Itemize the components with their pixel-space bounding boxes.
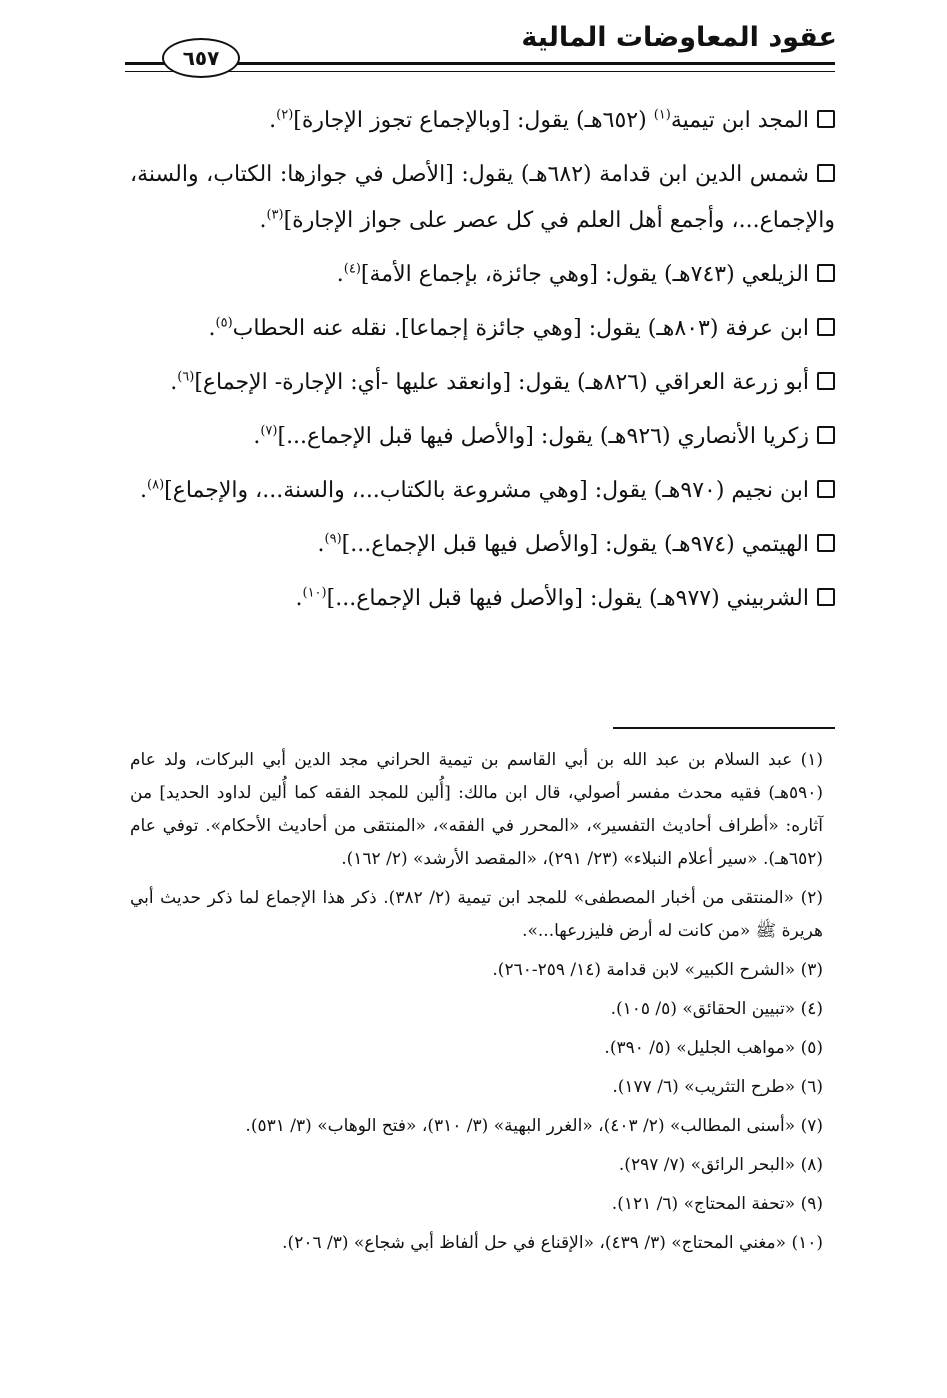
checkbox-bullet-icon — [817, 372, 835, 390]
page-number: ٦٥٧ — [162, 38, 240, 78]
footnote: (٣) «الشرح الكبير» لابن قدامة (١٤/ ٢٥٩-٢٦٠). — [492, 960, 823, 980]
footnote-ref: (٥) — [215, 315, 233, 331]
checkbox-bullet-icon — [817, 426, 835, 444]
footnote: (١) عبد السلام بن عبد الله بن أبي القاسم بن تيمية الحراني مجد الدين أبي البركات، ولد عام (٥٩٠هـ) فقيه محدث مفسر أصولي، قال ابن مالك: [أُلين للمجد الفقه كما أُلين لداود الحديد] من آثاره: «أطراف أحاديث التفسير»، «المحرر في الفقه»، «المنتقى من أحاديث الأحكام». توفي عام (٦٥٢هـ). «سير أعلام النبلاء» (٢٣/ ٢٩١)، «المقصد الأرشد» (٢/ ١٦٢). — [130, 750, 823, 869]
footnote: (٩) «تحفة المحتاج» (٦/ ١٢١). — [611, 1194, 823, 1214]
footnote: (٨) «البحر الرائق» (٧/ ٢٩٧). — [618, 1155, 823, 1175]
list-item: ابن عرفة (٨٠٣هـ) يقول: [وهي جائزة إجماعا]. نقله عنه الحطاب$^{(٥)}$. — [130, 306, 835, 352]
footnote: (٧) «أسنى المطالب» (٢/ ٤٠٣)، «الغرر البهية» (٣/ ٣١٠)، «فتح الوهاب» (٣/ ٥٣١). — [245, 1116, 823, 1136]
checkbox-bullet-icon — [817, 164, 835, 182]
footnote-ref: (٢) — [276, 107, 294, 123]
footnote: (١٠) «مغني المحتاج» (٣/ ٤٣٩)، «الإقناع في حل ألفاظ أبي شجاع» (٣/ ٢٠٦). — [282, 1233, 823, 1253]
footnote-ref: (٨) — [147, 477, 165, 493]
list-item: أبو زرعة العراقي (٨٢٦هـ) يقول: [وانعقد عليها -أي: الإجارة- الإجماع]$^{(٦)}$. — [130, 360, 835, 406]
header-rule-thin — [125, 71, 835, 72]
footnote-ref: (١٠) — [302, 585, 327, 601]
checkbox-bullet-icon — [817, 480, 835, 498]
footnote: (٥) «مواهب الجليل» (٥/ ٣٩٠). — [604, 1038, 823, 1058]
footnote-separator — [613, 727, 835, 729]
checkbox-bullet-icon — [817, 588, 835, 606]
footnote-ref: (١) — [653, 107, 671, 123]
footnote: (٦) «طرح التثريب» (٦/ ١٧٧). — [612, 1077, 823, 1097]
checkbox-bullet-icon — [817, 534, 835, 552]
footnote-ref: (٣) — [266, 207, 284, 223]
list-item: الزيلعي (٧٤٣هـ) يقول: [وهي جائزة، بإجماع الأمة]$^{(٤)}$. — [130, 252, 835, 298]
footnote-ref: (٤) — [343, 261, 361, 277]
list-item: زكريا الأنصاري (٩٢٦هـ) يقول: [والأصل فيها قبل الإجماع...]$^{(٧)}$. — [130, 414, 835, 460]
running-header-title: عقود المعاوضات المالية — [521, 22, 837, 53]
footnotes — [130, 744, 823, 1266]
list-item: الهيتمي (٩٧٤هـ) يقول: [والأصل فيها قبل الإجماع...]$^{(٩)}$. — [130, 522, 835, 568]
checkbox-bullet-icon — [817, 318, 835, 336]
footnote: (٢) «المنتقى من أخبار المصطفى» للمجد ابن تيمية (٢/ ٣٨٢). ذكر هذا الإجماع لما ذكر حديث أبي هريرة ﷺ «من كانت له أرض فليزرعها...». — [130, 888, 823, 941]
footnote-ref: (٩) — [324, 531, 342, 547]
list-item: شمس الدين ابن قدامة (٦٨٢هـ) يقول: [الأصل في جوازها: الكتاب، والسنة، والإجماع...، وأجمع أهل العلم في كل عصر على جواز الإجارة]$^{(٣)}$. — [130, 162, 835, 233]
list-item: الشربيني (٩٧٧هـ) يقول: [والأصل فيها قبل الإجماع...]$^{(١٠)}$. — [130, 576, 835, 622]
list-item: ابن نجيم (٩٧٠هـ) يقول: [وهي مشروعة بالكتاب...، والسنة...، والإجماع]$^{(٨)}$. — [130, 468, 835, 514]
list-item: المجد ابن تيمية$^{(١)}$ (٦٥٢هـ) يقول: [وبالإجماع تجوز الإجارة]$^{(٢)}$. — [130, 98, 835, 144]
checkbox-bullet-icon — [817, 264, 835, 282]
footnote-ref: (٦) — [177, 369, 195, 385]
footnote: (٤) «تبيين الحقائق» (٥/ ١٠٥). — [610, 999, 823, 1019]
checkbox-bullet-icon — [817, 110, 835, 128]
main-text — [130, 98, 835, 630]
footnote-ref: (٧) — [260, 423, 278, 439]
